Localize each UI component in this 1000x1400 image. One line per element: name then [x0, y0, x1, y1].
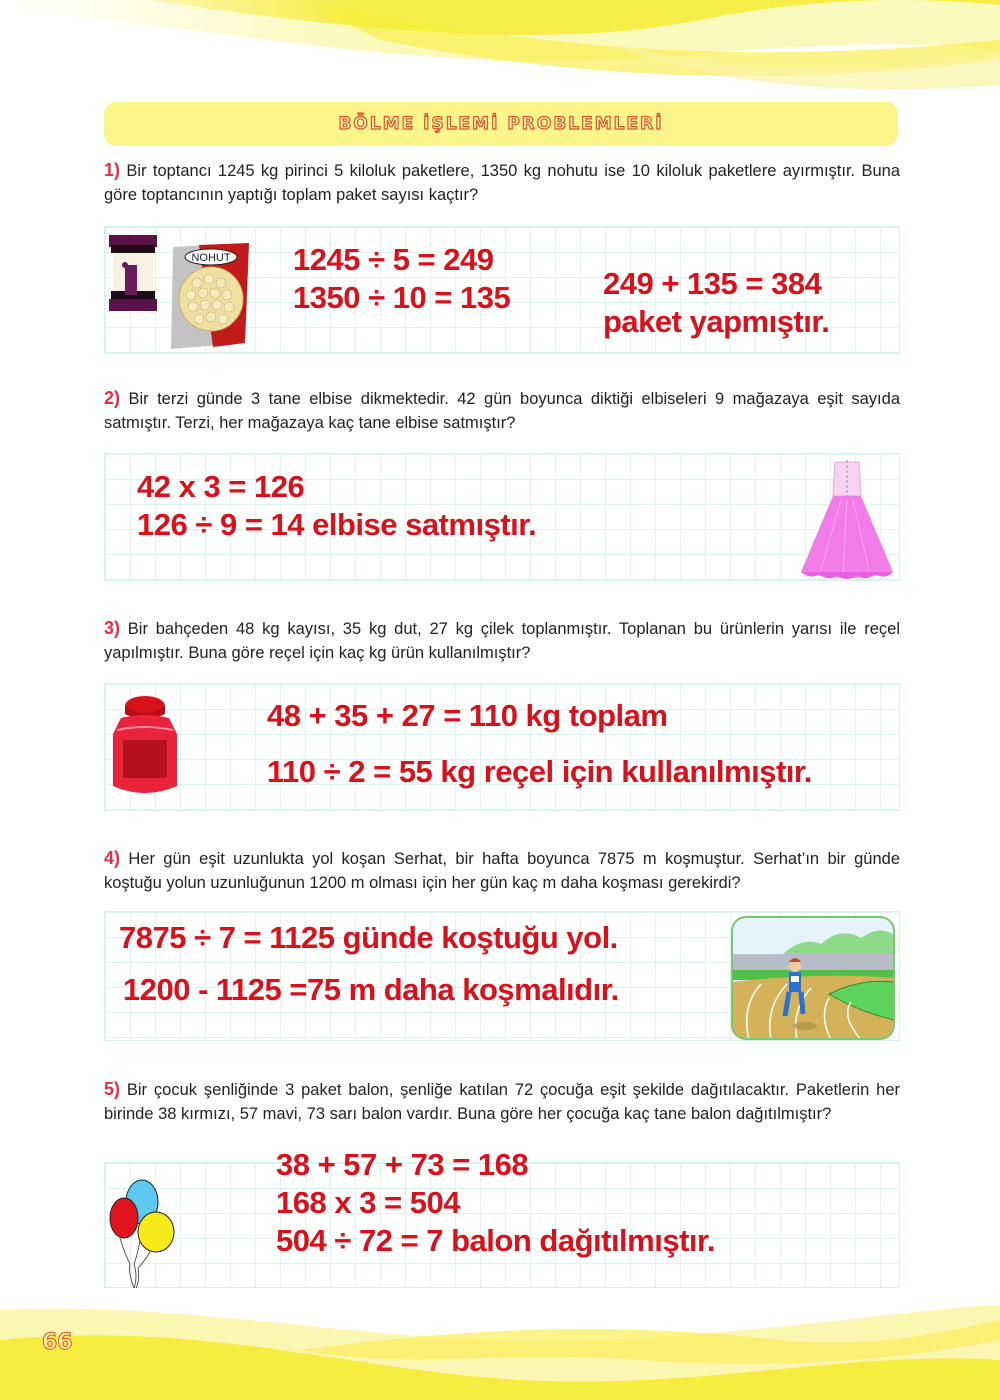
answer-line: 42 x 3 = 126	[137, 469, 305, 504]
pink-dress-icon	[797, 456, 897, 582]
answer-line: 1200 - 1125 =75 m daha koşmalıdır.	[123, 972, 619, 1007]
problem-number: 2)	[104, 388, 121, 408]
result-line: 249 + 135 = 384	[603, 266, 822, 301]
answer-line: 1350 ÷ 10 = 135	[293, 280, 511, 315]
answer-line: 126 ÷ 9 = 14 elbise satmıştır.	[137, 507, 537, 542]
page-title: BÖLME İŞLEMİ PROBLEMLERİ	[338, 114, 664, 134]
balloons-icon	[104, 1172, 184, 1292]
problem-3-answer-steps	[267, 688, 812, 800]
problem-text: Bir çocuk şenliğinde 3 paket balon, şenliğe katılan 72 çocuğa eşit şekilde dağıtılacaktır. Paketlerin her birinde 38 kırmızı, 57 mavi, 73 sarı balon vardır. Buna göre her çocuğa kaç tane balon dağıtılmıştır?	[104, 1081, 900, 1123]
problem-2-answer-steps	[137, 468, 536, 544]
problem-number: 4)	[104, 848, 121, 868]
page-number: 66	[42, 1330, 73, 1355]
bottom-wave-decoration	[0, 1290, 1000, 1400]
answer-line: 1245 ÷ 5 = 249	[293, 242, 494, 277]
svg-text:NOHUT: NOHUT	[191, 252, 231, 264]
problem-2-answer-grid	[104, 453, 900, 581]
running-track-boy-icon	[731, 916, 895, 1040]
problem-3-answer-grid	[104, 683, 900, 811]
jam-jar-icon	[107, 694, 183, 798]
problem-number: 1)	[104, 160, 121, 180]
answer-line: 168 x 3 = 504	[276, 1185, 460, 1220]
answer-line: 38 + 57 + 73 = 168	[276, 1147, 529, 1182]
answer-line: 48 + 35 + 27 = 110 kg toplam	[267, 698, 668, 733]
problem-4-answer-steps	[119, 912, 619, 1016]
top-wave-decoration	[0, 0, 1000, 110]
section-title-bar	[104, 102, 898, 146]
problem-text: Bir bahçeden 48 kg kayısı, 35 kg dut, 27 kg çilek toplanmıştır. Toplanan bu ürünlerin yarısı ile reçel yapılmıştır. Buna göre reçel için kaç kg ürün kullanılmıştır?	[104, 620, 900, 662]
problem-4-answer-grid	[104, 911, 900, 1041]
result-line: paket yapmıştır.	[603, 304, 830, 339]
rice-package-icon	[107, 233, 159, 313]
problem-3-question	[104, 616, 900, 665]
problem-text: Her gün eşit uzunlukta yol koşan Serhat, bir hafta boyunca 7875 m koşmuştur. Serhat’ın bir günde koştuğu yolun uzunluğunun 1200 m olması için her gün kaç m daha koşması gerekirdi?	[104, 850, 900, 892]
answer-line: 110 ÷ 2 = 55 kg reçel için kullanılmıştır.	[267, 754, 812, 789]
problem-1-result	[603, 265, 829, 341]
problem-2-question	[104, 386, 900, 435]
problem-4-question	[104, 846, 900, 895]
problem-1-question	[104, 158, 900, 207]
problem-5-question	[104, 1077, 900, 1126]
problem-number: 3)	[104, 618, 121, 638]
problem-1-answer-steps	[293, 241, 510, 317]
answer-line: 7875 ÷ 7 = 1125 günde koştuğu yol.	[119, 920, 618, 955]
problem-1-answer-grid	[104, 226, 900, 354]
chickpea-sack-icon	[167, 239, 255, 351]
problem-text: Bir toptancı 1245 kg pirinci 5 kiloluk paketlere, 1350 kg nohutu ise 10 kiloluk paketlere ayırmıştır. Buna göre toptancının yaptığı toplam paket sayısı kaçtır?	[104, 162, 900, 204]
problem-text: Bir terzi günde 3 tane elbise dikmektedir. 42 gün boyunca diktiği elbiseleri 9 mağazaya eşit sayıda satmıştır. Terzi, her mağazaya kaç tane elbise satmıştır?	[104, 390, 900, 432]
answer-line: 504 ÷ 72 = 7 balon dağıtılmıştır.	[276, 1223, 715, 1258]
problem-number: 5)	[104, 1079, 121, 1099]
problem-5-answer-steps	[276, 1146, 715, 1260]
